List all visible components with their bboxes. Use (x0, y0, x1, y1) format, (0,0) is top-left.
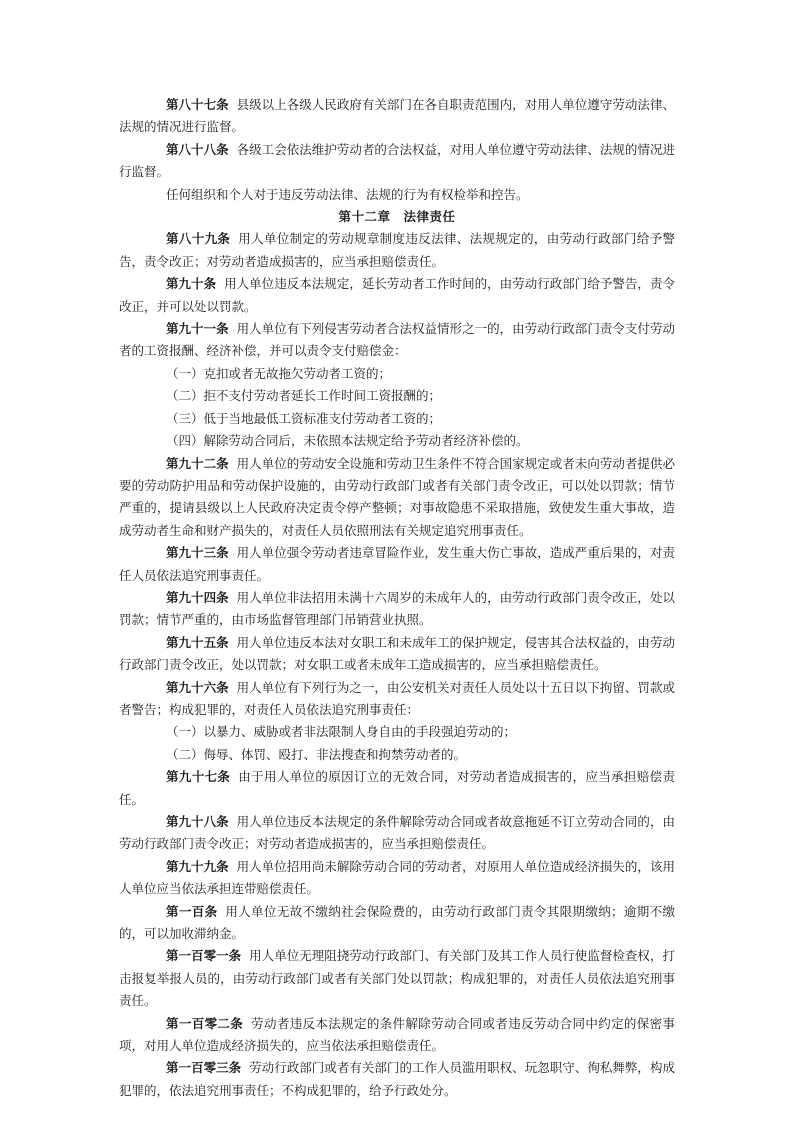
article-number: 第八十七条 (166, 97, 229, 112)
article-number: 第九十九条 (166, 858, 229, 874)
article-95 (119, 632, 675, 677)
article-text: 用人单位违反本法规定，延长劳动者工作时间的，由劳动行政部门给予警告，责令改正，并可以处以罚款。 (119, 276, 675, 314)
list-item: （二）拒不支付劳动者延长工作时间工资报酬的； (166, 388, 442, 404)
article-text: 县级以上各级人民政府有关部门在各自职责范围内，对用人单位遵守劳动法律、法规的情况进行监督。 (119, 97, 675, 135)
article-number: 第九十一条 (166, 321, 229, 337)
article-number: 第八十八条 (166, 141, 229, 157)
article-text: 劳动者违反本法规定的条件解除劳动合同或者违反劳动合同中约定的保密事项，对用人单位造成经济损失的，应当依法承担赔偿责任。 (119, 1015, 675, 1054)
article-number: 第九十六条 (166, 679, 229, 695)
article-number: 第一百零三条 (166, 1060, 242, 1076)
article-text: 用人单位有下列侵害劳动者合法权益情形之一的，由劳动行政部门责令支付劳动者的工资报酬、经济补偿，并可以责令支付赔偿金： (119, 321, 675, 359)
article-number: 第九十七条 (166, 769, 231, 785)
article-text: 用人单位非法招用未满十六周岁的未成年人的，由劳动行政部门责令改正，处以罚款；情节严重的，由市场监督管理部门吊销营业执照。 (119, 589, 675, 628)
article-number: 第九十三条 (166, 545, 229, 561)
list-item: （一）以暴力、威胁或者非法限制人身自由的手段强迫劳动的； (166, 724, 517, 740)
article-text: 用人单位强令劳动者违章冒险作业，发生重大伤亡事故，造成严重后果的，对责任人员依法追究刑事责任。 (119, 545, 675, 583)
document-body (119, 94, 675, 1102)
article-text: 用人单位的劳动安全设施和劳动卫生条件不符合国家规定或者未向劳动者提供必要的劳动防护用品和劳动保护设施的，由劳动行政部门或者有关部门责令改正，可以处以罚款；情节严重的，提请县级以上人民政府决定责令停产整顿；对事故隐患不采取措施，致使发生重大事故，造成劳动者生命和财产损失的，对责任人员依照刑法有关规定追究刑事责任。 (119, 455, 675, 538)
article-91 (119, 318, 675, 363)
article-text: 用人单位无故不缴纳社会保险费的，由劳动行政部门责令其限期缴纳；逾期不缴的，可以加收滞纳金。 (119, 903, 675, 942)
article-90 (119, 273, 675, 318)
article-text: 用人单位招用尚未解除劳动合同的劳动者，对原用人单位造成经济损失的，该用人单位应当依法承担连带赔偿责任。 (119, 858, 675, 897)
article-89 (119, 228, 675, 273)
article-number: 第八十九条 (166, 231, 231, 247)
article-number: 第九十二条 (166, 455, 229, 471)
article-94 (119, 587, 675, 632)
article-number: 第九十五条 (166, 634, 229, 650)
article-text: 用人单位违反本法对女职工和未成年工的保护规定，侵害其合法权益的，由劳动行政部门责令改正，处以罚款；对女职工或者未成年工造成损害的，应当承担赔偿责任。 (119, 634, 675, 673)
article-number: 第九十八条 (166, 814, 229, 829)
article-102 (119, 1013, 675, 1058)
article-text: 由于用人单位的原因订立的无效合同，对劳动者造成损害的，应当承担赔偿责任。 (119, 769, 675, 807)
article-number: 第一百零一条 (166, 948, 242, 964)
article-87 (119, 94, 675, 139)
article-text: 用人单位有下列行为之一，由公安机关对责任人员处以十五日以下拘留、罚款或者警告；构成犯罪的，对责任人员依法追究刑事责任： (119, 679, 675, 717)
article-99 (119, 856, 675, 901)
article-92 (119, 453, 675, 543)
article-text: 各级工会依法维护劳动者的合法权益，对用人单位遵守劳动法律、法规的情况进行监督。 (119, 141, 675, 180)
article-101 (119, 945, 675, 1012)
list-item: （三）低于当地最低工资标准支付劳动者工资的； (166, 410, 442, 426)
article-text: 用人单位违反本法规定的条件解除劳动合同或者故意拖延不订立劳动合同的，由劳动行政部门责令改正；对劳动者造成损害的，应当承担赔偿责任。 (119, 814, 675, 852)
article-text: 用人单位制定的劳动规章制度违反法律、法规规定的，由劳动行政部门给予警告，责令改正；对劳动者造成损害的，应当承担赔偿责任。 (119, 231, 675, 269)
plain-paragraph: 任何组织和个人对于违反劳动法律、法规的行为有权检举和控告。 (166, 186, 529, 202)
article-93 (119, 542, 675, 587)
article-text: 劳动行政部门或者有关部门的工作人员滥用职权、玩忽职守、徇私舞弊，构成犯罪的，依法追究刑事责任；不构成犯罪的，给予行政处分。 (119, 1060, 675, 1098)
article-number: 第九十条 (166, 276, 217, 292)
article-text: 用人单位无理阻挠劳动行政部门、有关部门及其工作人员行使监督检查权，打击报复举报人员的，由劳动行政部门或者有关部门处以罚款；构成犯罪的，对责任人员依法追究刑事责任。 (119, 948, 675, 1009)
article-98 (119, 811, 675, 856)
article-number: 第九十四条 (166, 589, 229, 605)
article-number: 第一百条 (166, 903, 218, 919)
article-103 (119, 1057, 675, 1102)
article-97 (119, 766, 675, 811)
list-item: （二）侮辱、体罚、殴打、非法搜查和拘禁劳动者的。 (166, 746, 467, 762)
article-number: 第一百零二条 (166, 1015, 244, 1031)
list-item: （一）克扣或者无故拖欠劳动者工资的； (166, 365, 392, 381)
article-96 (119, 677, 675, 722)
chapter-heading: 第十二章 法律责任 (338, 209, 456, 225)
list-item: （四）解除劳动合同后，未依照本法规定给予劳动者经济补偿的。 (166, 433, 529, 449)
article-100 (119, 901, 675, 946)
article-88 (119, 139, 675, 184)
